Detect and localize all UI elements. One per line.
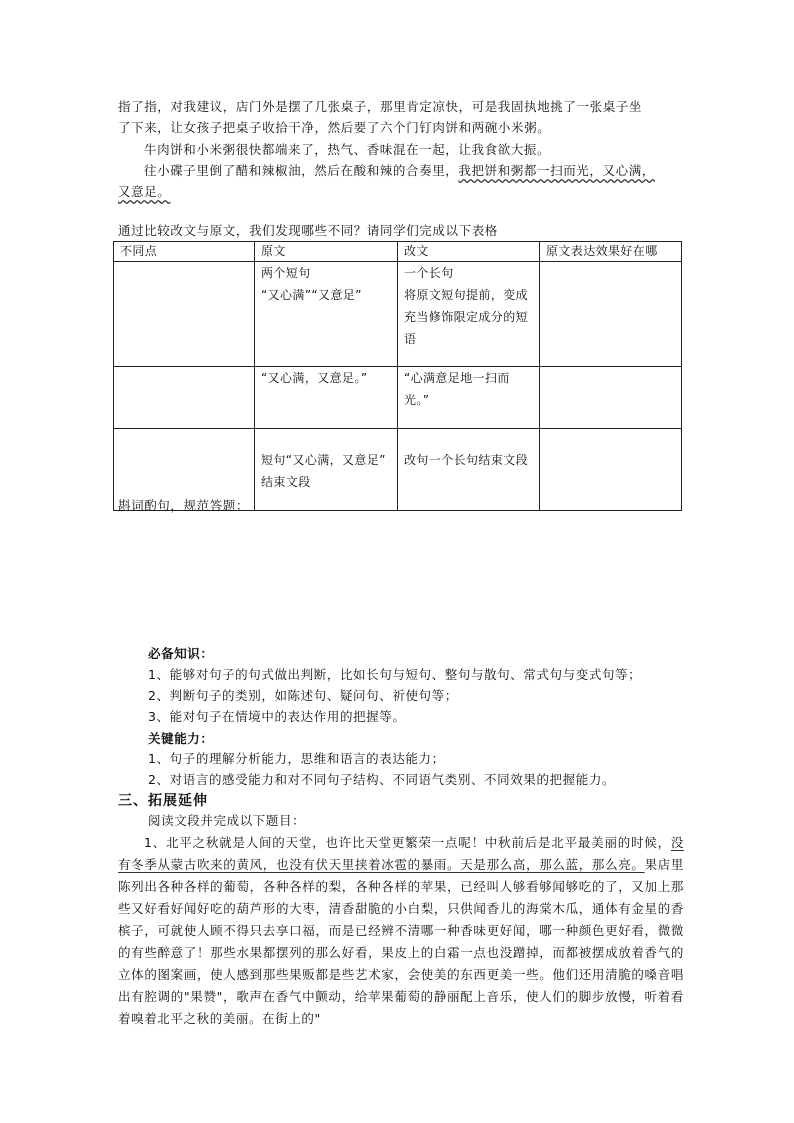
table-row xyxy=(114,262,682,367)
table-intro: 通过比较改文与原文，我们发现哪些不同？请同学们完成以下表格 xyxy=(118,223,498,238)
underlined-sentence: 天是那么高，那么蓝，那么亮。 xyxy=(460,857,645,872)
cell-revised: 改句一个长句结束文段 xyxy=(398,429,540,511)
cell-text: “又心满”“又意足” xyxy=(261,288,362,302)
cell-effect[interactable] xyxy=(540,367,682,429)
instruction: 阅读文段并完成以下题目： xyxy=(148,813,306,828)
cell-original xyxy=(255,262,398,367)
header-original: 原文 xyxy=(255,242,398,262)
cell-text: 一个长句 xyxy=(404,266,454,280)
reading-passage xyxy=(118,832,684,1030)
answer-prompt: 斟词酌句，规范答题： xyxy=(118,498,250,513)
story-line: 指了指，对我建议，店门外是摆了几张桌子，那里肯定凉快，可是我固执地挑了一张桌子坐 xyxy=(118,99,643,114)
header-difference: 不同点 xyxy=(114,242,255,262)
cell-revised: “心满意足地一扫而光。” xyxy=(398,367,540,429)
story-text: 往小碟子里倒了醋和辣椒油，然后在酸和辣的合奏里， xyxy=(144,163,459,178)
comparison-table xyxy=(113,241,682,511)
cell-revised xyxy=(398,262,540,367)
knowledge-item: 1、能够对句子的句式做出判断，比如长句与短句、整句与散句、常式句与变式句等； xyxy=(148,667,642,682)
cell-original: “又心满，又意足。” xyxy=(255,367,398,429)
section-heading: 三、拓展延伸 xyxy=(118,793,208,809)
story-paragraph-1 xyxy=(118,96,684,138)
story-paragraph-3 xyxy=(118,160,684,202)
cell-difference[interactable] xyxy=(114,367,255,429)
wavy-underlined-sentence: 我把饼和粥都一扫而光，又心满， xyxy=(458,163,655,178)
knowledge-item: 3、能对句子在情境中的表达作用的把握等。 xyxy=(148,709,406,724)
ability-item: 2、对语言的感受能力和对不同句子结构、不同语气类别、不同效果的把握能力。 xyxy=(148,772,616,787)
table-row xyxy=(114,367,682,429)
story-line: 了下来，让女孩子把桌子收拾干净，然后要了六个门钉肉饼和两碗小米粥。 xyxy=(118,120,551,135)
header-revised: 改文 xyxy=(398,242,540,262)
passage-text: 果店里陈列出各种各样的葡萄，各种各样的梨，各种各样的苹果，已经叫人够看够闻够吃的了，又加上那些又好看好闻好吃的葫芦形的大枣，清香甜脆的小白梨，只供闻香儿的海棠木瓜，通体有金星的香槟子，可就使人顾不得只去享口福，而是已经辨不清哪一种香味更好闻，哪一种颜色更好看，微微的有些醉意了！那些水果都摆列的那么好看，果皮上的白霜一点也没蹭掉，而都被摆成放着香气的立体的图案画，使人感到那些果贩都是些艺术家，会使美的东西更美一些。他们还用清脆的嗓音唱出有腔调的"果赞"，歌声在香气中颤动，给苹果葡萄的静丽配上音乐，使人们的脚步放慢，听着看着嗅着北平之秋的美丽。在街上的" xyxy=(118,857,684,1026)
cell-original: 短句“又心满，又意足” 结束文段 xyxy=(255,429,398,511)
story-line: 牛肉饼和小米粥很快都端来了，热气、香味混在一起，让我食欲大振。 xyxy=(144,142,551,157)
cell-effect[interactable] xyxy=(540,262,682,367)
cell-difference[interactable] xyxy=(114,262,255,367)
knowledge-item: 2、判断句子的类别，如陈述句、疑问句、祈使句等； xyxy=(148,688,458,703)
cell-text: 将原文短句提前，变成充当修饰限定成分的短语 xyxy=(404,288,529,346)
underlined-sentence: 没有冬季从蒙古吹来的黄风，也没有伏天里挟着冰雹的暴雨。 xyxy=(118,835,684,872)
table-header-row xyxy=(114,242,682,262)
passage-text: 1、北平之秋就是人间的天堂，也许比天堂更繁荣一点呢！中秋前后是北平最美丽的时候， xyxy=(144,835,671,850)
cell-effect[interactable] xyxy=(540,429,682,511)
wavy-underlined-sentence-end: 又意足。 xyxy=(118,184,171,199)
header-effect: 原文表达效果好在哪 xyxy=(540,242,682,262)
cell-text: 两个短句 xyxy=(261,266,311,280)
ability-title: 关键能力： xyxy=(148,731,214,746)
ability-item: 1、句子的理解分析能力，思维和语言的表达能力； xyxy=(148,751,445,766)
story-paragraph-2 xyxy=(118,139,684,160)
knowledge-title: 必备知识： xyxy=(148,646,214,661)
